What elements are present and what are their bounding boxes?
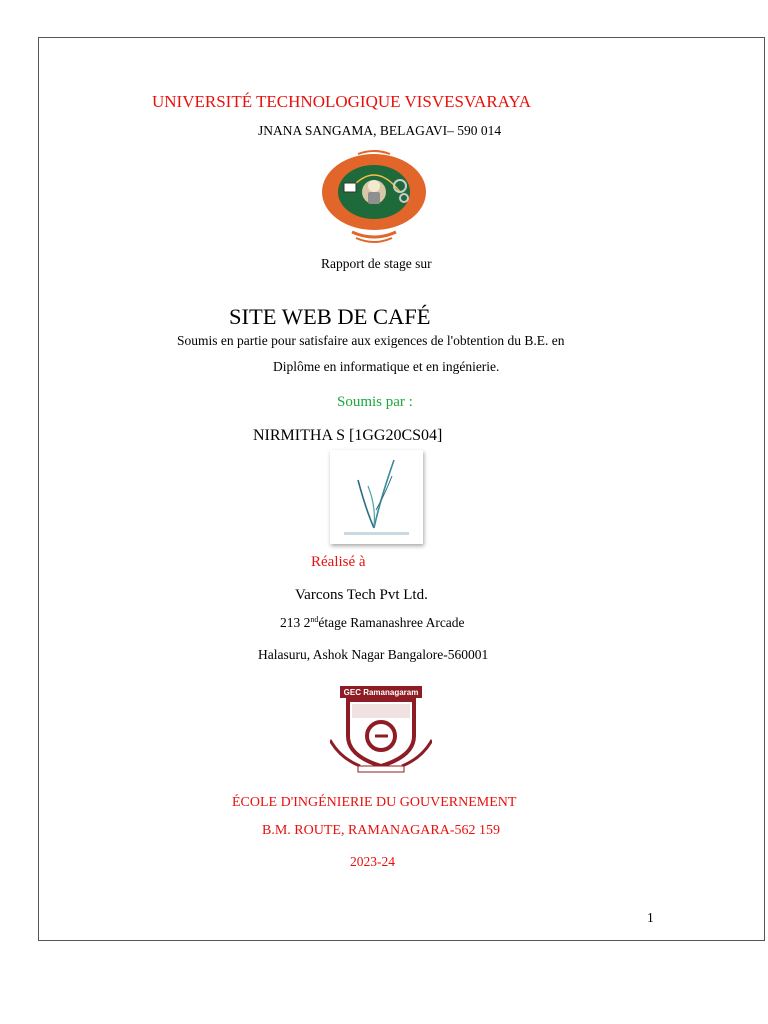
address-prefix: 213 2: [280, 615, 311, 630]
university-title: UNIVERSITÉ TECHNOLOGIQUE VISVESVARAYA: [152, 92, 532, 111]
academic-year: 2023-24: [350, 854, 395, 869]
page-number: 1: [647, 910, 654, 925]
company-logo: [330, 450, 423, 544]
submitted-by-label: Soumis par :: [337, 394, 413, 410]
company-name: Varcons Tech Pvt Ltd.: [295, 587, 428, 603]
address-ordinal-suffix: nd: [310, 615, 319, 624]
company-address-line-1: [280, 616, 465, 630]
student-name: NIRMITHA S [1GG20CS04]: [253, 427, 443, 444]
submission-statement-line-2: Diplôme en informatique et en ingénierie.: [273, 359, 500, 374]
project-title: SITE WEB DE CAFÉ: [229, 304, 431, 329]
college-logo: [330, 684, 432, 774]
company-address-line-2: Halasuru, Ashok Nagar Bangalore-560001: [258, 647, 489, 662]
university-address: JNANA SANGAMA, BELAGAVI– 590 014: [258, 123, 502, 138]
report-intro: Rapport de stage sur: [321, 256, 432, 271]
done-at-label: Réalisé à: [311, 554, 366, 570]
university-logo: [318, 148, 430, 248]
address-suffix: étage Ramanashree Arcade: [318, 615, 465, 630]
college-logo-banner: GEC Ramanagaram: [343, 688, 419, 697]
submission-statement-line-1: Soumis en partie pour satisfaire aux exigences de l'obtention du B.E. en: [177, 333, 565, 348]
college-address: B.M. ROUTE, RAMANAGARA-562 159: [262, 823, 501, 838]
college-name: ÉCOLE D'INGÉNIERIE DU GOUVERNEMENT: [232, 795, 517, 810]
